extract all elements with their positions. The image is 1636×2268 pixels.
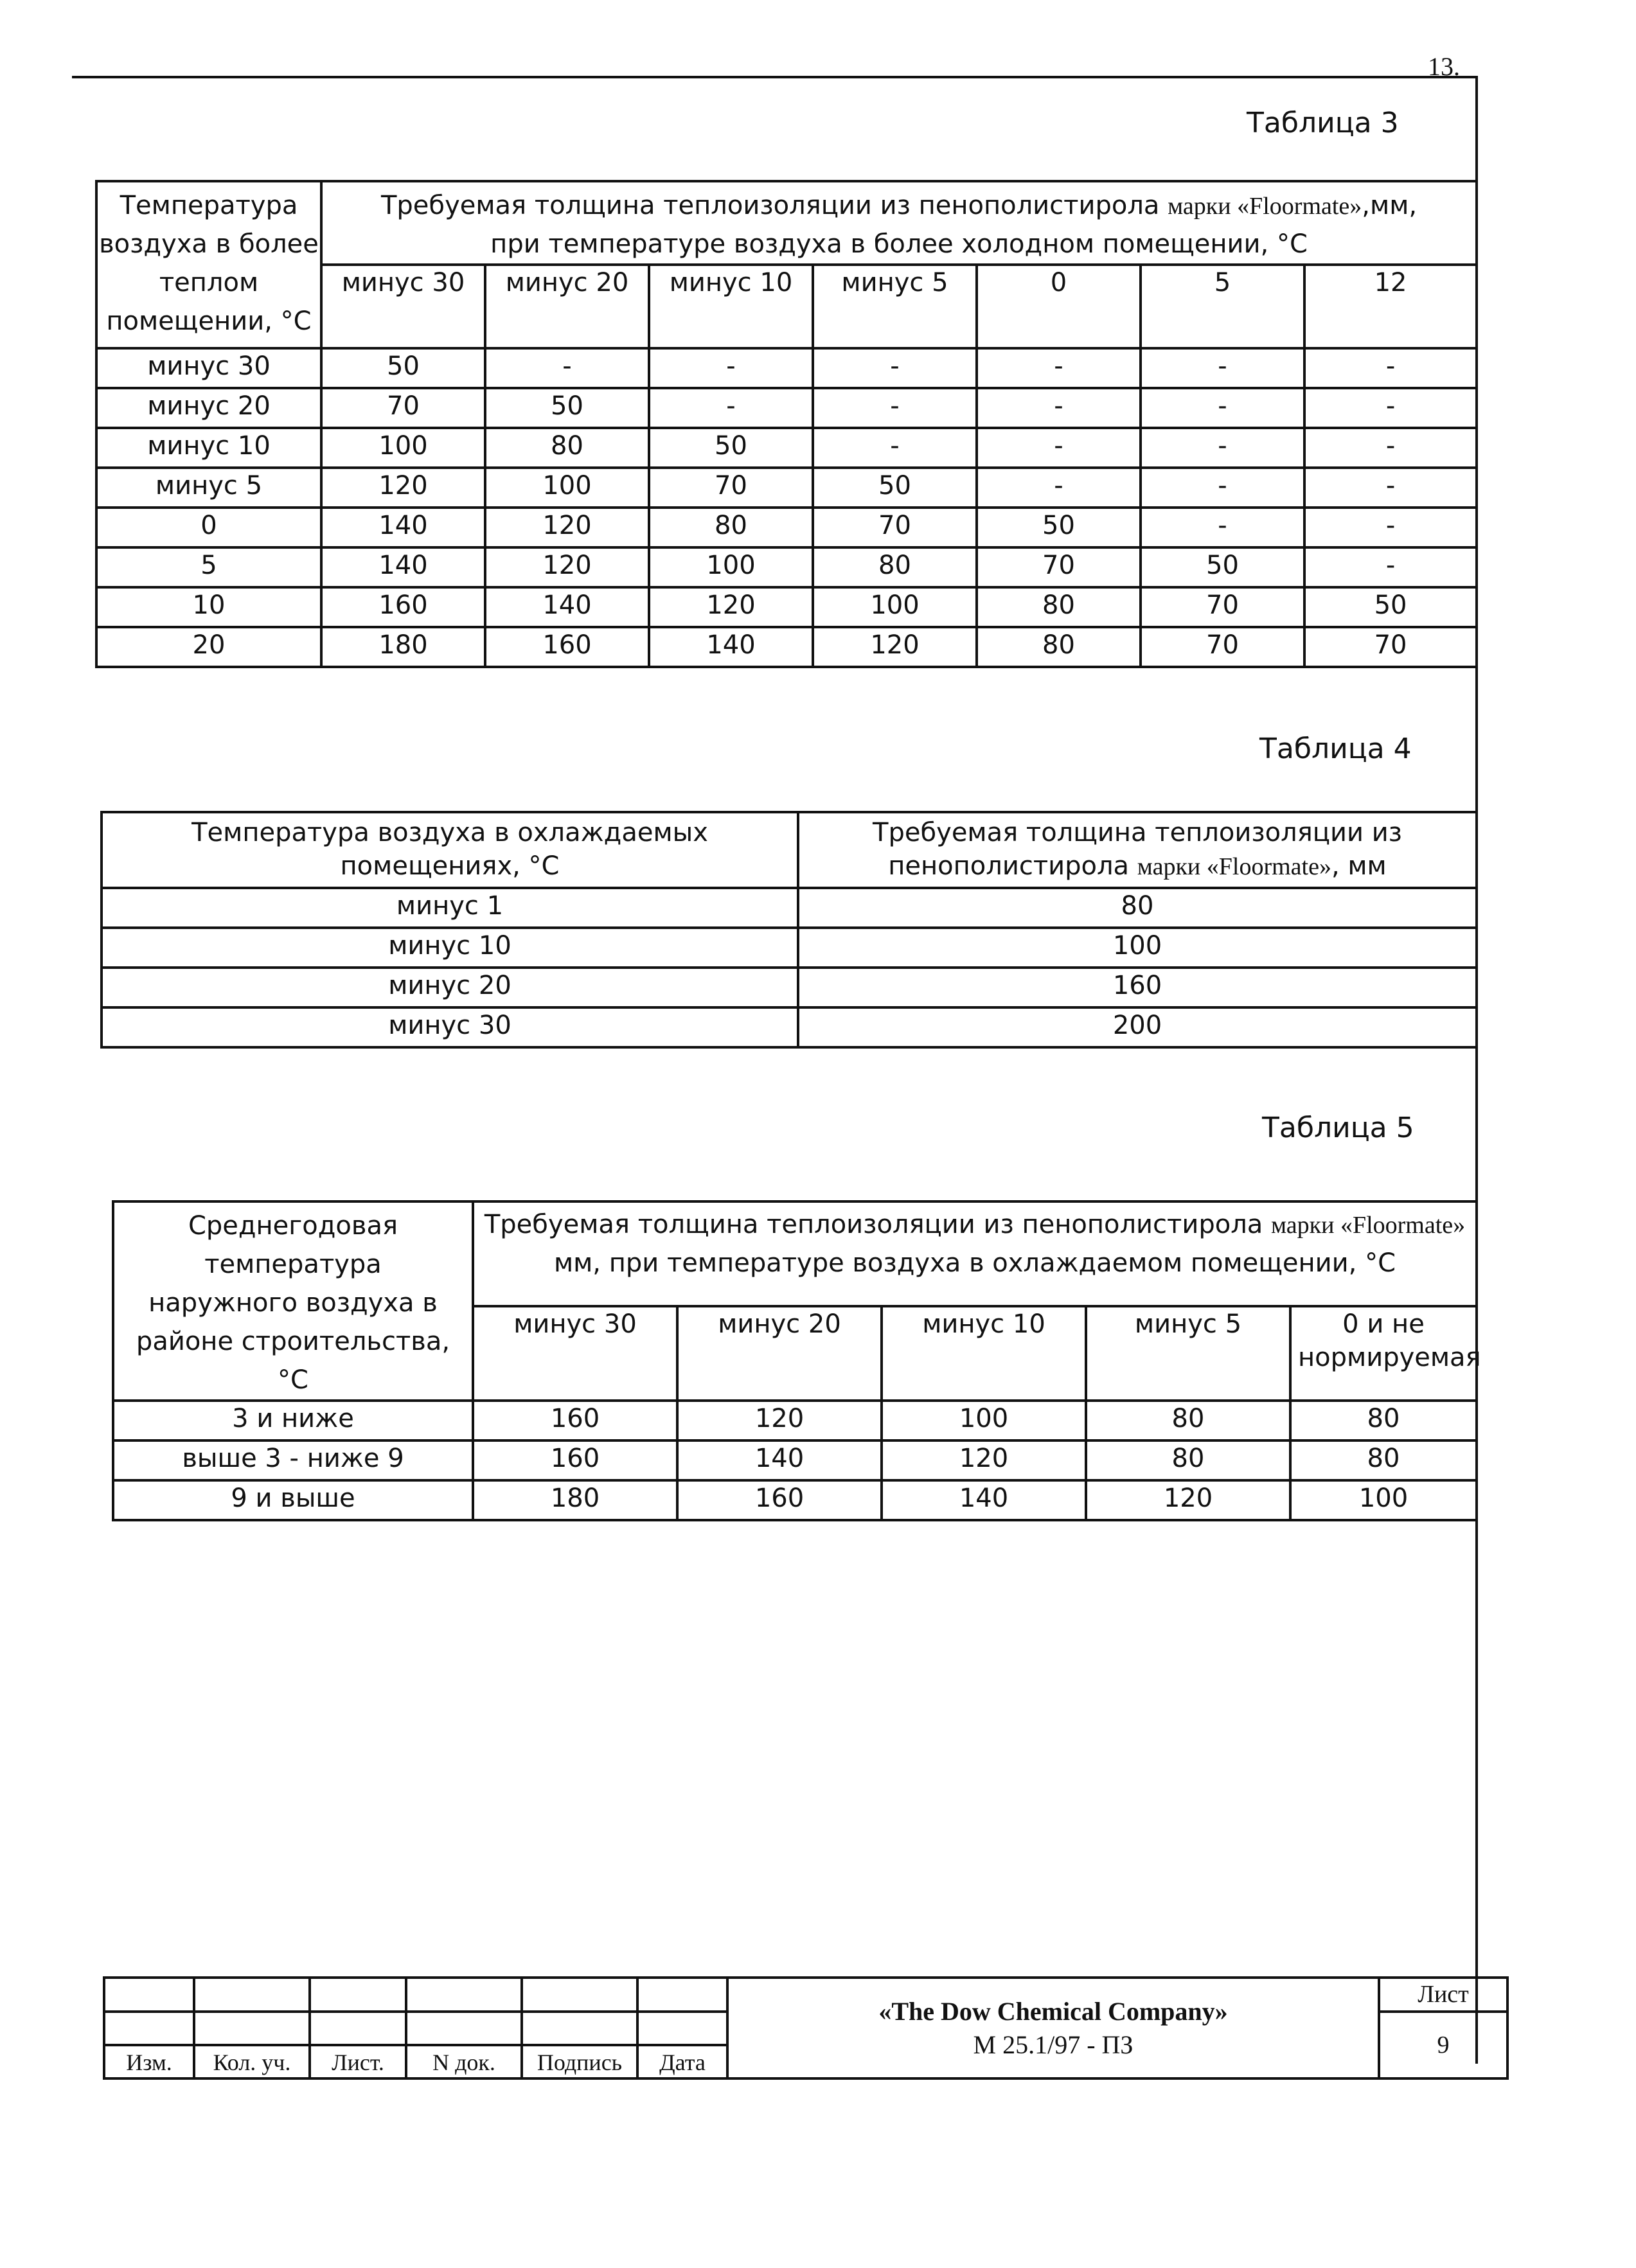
- table-row: минус 10 100 80 50 - - - -: [96, 428, 1477, 468]
- table-row: минус 20 160: [102, 968, 1477, 1007]
- table3-col: 0: [977, 265, 1141, 348]
- sheet-number: 9: [1379, 2012, 1507, 2078]
- table-row: минус 1 80: [102, 888, 1477, 928]
- table-row: минус 20 70 50 - - - - -: [96, 388, 1477, 428]
- table4-caption: Таблица 4: [1259, 732, 1412, 765]
- table5-col: минус 20: [677, 1306, 882, 1401]
- table-row: выше 3 - ниже 9 160 140 120 80 80: [113, 1440, 1477, 1480]
- table3-col: минус 30: [321, 265, 485, 348]
- table-row: минус 10 100: [102, 928, 1477, 968]
- table-row: 0 140 120 80 70 50 - -: [96, 508, 1477, 547]
- stamp-label: N док.: [406, 2045, 522, 2078]
- table3-caption: Таблица 3: [1247, 107, 1399, 139]
- table-row: минус 5 120 100 70 50 - - -: [96, 468, 1477, 508]
- brand-name: марки «Floormate»: [1137, 853, 1331, 880]
- table-row: 5 140 120 100 80 70 50 -: [96, 547, 1477, 587]
- table4-col1-header: Температура воздуха в охлаждаемых помещениях, °С: [102, 812, 798, 888]
- table-3: [95, 180, 1478, 668]
- table-row: минус 30 200: [102, 1007, 1477, 1047]
- table5-col: минус 5: [1086, 1306, 1290, 1401]
- table3-col-header: Требуемая толщина теплоизоляции из пенополистирола марки «Floormate»,мм, при температуре воздуха в более холодном помещении, °С: [321, 181, 1477, 265]
- sheet-label: Лист: [1379, 1978, 1507, 2012]
- table3-row-header: Температура воздуха в более теплом помещении, °С: [96, 181, 321, 348]
- table4-col2-header: Требуемая толщина теплоизоляции из пенополистирола марки «Floormate», мм: [798, 812, 1477, 888]
- table-5: [112, 1200, 1481, 1521]
- table-row: 10 160 140 120 100 80 70 50: [96, 587, 1477, 627]
- table5-col: минус 10: [882, 1306, 1086, 1401]
- table-row: 3 и ниже 160 120 100 80 80: [113, 1401, 1477, 1440]
- table5-col: 0 и не нормируемая: [1290, 1306, 1477, 1401]
- brand-name: марки «Floormate»: [1168, 193, 1362, 220]
- stamp-label: Лист.: [310, 2045, 406, 2078]
- title-block: [103, 1976, 1509, 2080]
- stamp-label: Кол. уч.: [194, 2045, 310, 2078]
- stamp-title: [727, 1978, 1379, 2078]
- stamp-label: Дата: [637, 2045, 727, 2078]
- table3-col: минус 10: [649, 265, 813, 348]
- table5-row-header: Среднегодовая температура наружного воздуха в районе строительства, °С: [113, 1201, 473, 1401]
- table5-col: минус 30: [473, 1306, 677, 1401]
- page-number: 13.: [1428, 52, 1460, 81]
- table-row: 20 180 160 140 120 80 70 70: [96, 627, 1477, 667]
- brand-name: марки «Floormate»: [1271, 1212, 1466, 1239]
- top-border-line: [72, 76, 1478, 78]
- table5-caption: Таблица 5: [1262, 1112, 1414, 1144]
- table3-col: минус 5: [813, 265, 977, 348]
- doc-code: М 25.1/97 - ПЗ: [973, 2030, 1134, 2059]
- table3-col: 12: [1304, 265, 1477, 348]
- table-row: минус 30 50 - - - - - -: [96, 348, 1477, 388]
- table-row: 9 и выше 180 160 140 120 100: [113, 1480, 1477, 1520]
- table3-col: 5: [1141, 265, 1304, 348]
- table-4: [100, 811, 1478, 1049]
- company-name: «The Dow Chemical Company»: [878, 1996, 1228, 2026]
- table5-col-header: Требуемая толщина теплоизоляции из пенополистирола марки «Floormate» мм, при температуре воздуха в охлаждаемом помещении, °С: [473, 1201, 1477, 1306]
- table3-col: минус 20: [485, 265, 649, 348]
- stamp-label: Изм.: [104, 2045, 194, 2078]
- stamp-label: Подпись: [522, 2045, 637, 2078]
